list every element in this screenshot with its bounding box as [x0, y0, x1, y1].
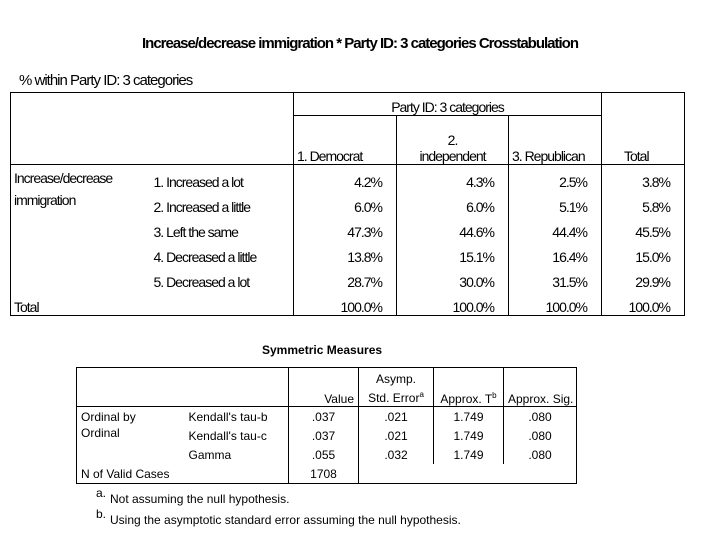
cell-value: 47.3% — [294, 215, 397, 240]
total-header-top — [602, 93, 685, 116]
corner-cell — [151, 93, 294, 116]
total-value: 100.0% — [294, 290, 397, 316]
corner-cell — [151, 116, 294, 165]
cell-value: 44.4% — [509, 215, 602, 240]
row-label: 2. Increased a little — [153, 199, 251, 215]
col-header-independent-num: 2. — [447, 132, 458, 148]
row-label: 3. Left the same — [153, 224, 238, 240]
total-value: 100.0% — [602, 290, 685, 316]
row-label: 5. Decreased a lot — [153, 274, 250, 290]
empty-cell — [359, 464, 434, 484]
percent-within-label: % within Party ID: 3 categories — [19, 72, 193, 89]
col-header-independent — [397, 116, 509, 165]
footnote-b — [96, 507, 461, 527]
corner-cell — [11, 116, 151, 165]
cell-value: 6.0% — [397, 190, 509, 215]
empty-cell — [504, 464, 577, 484]
cell-value: 15.1% — [397, 240, 509, 265]
cell-value: 15.0% — [602, 240, 685, 265]
corner-cell — [77, 368, 185, 407]
measure-sig: .080 — [504, 445, 577, 464]
corner-cell — [11, 93, 151, 116]
row-label: 1. Increased a lot — [151, 165, 294, 191]
measure-ase: .021 — [359, 426, 434, 445]
cell-value: 13.8% — [294, 240, 397, 265]
col-header-democrat: 1. Democrat — [294, 116, 397, 165]
measure-value: .055 — [289, 445, 359, 464]
ordinal-by-text: Ordinal by — [81, 410, 136, 424]
cell-value: 5.1% — [509, 190, 602, 215]
n-valid-cases-label: N of Valid Cases — [77, 464, 289, 484]
col-header-asymp-std-error — [359, 368, 434, 407]
crosstab-title: Increase/decrease immigration * Party ID: 3 categories Crosstabulation — [141, 35, 579, 52]
cell-value: 2.5% — [509, 165, 602, 191]
cell-value: 3.8% — [602, 165, 685, 191]
crosstab-table — [10, 92, 685, 316]
total-row-spacer — [151, 290, 294, 316]
measure-t: 1.749 — [434, 426, 504, 445]
measure-value: .037 — [289, 426, 359, 445]
std-error-label: Std. Error — [368, 391, 420, 405]
cell-value: 6.0% — [294, 190, 397, 215]
col-header-republican: 3. Republican — [509, 116, 602, 165]
ordinal-by-ordinal-label — [77, 407, 185, 465]
footnote-a — [96, 486, 289, 506]
measure-t: 1.749 — [434, 407, 504, 427]
cell-value: 31.5% — [509, 265, 602, 290]
measure-value: .037 — [289, 407, 359, 427]
col-header-approx-t — [434, 368, 504, 407]
measure-sig: .080 — [504, 407, 577, 427]
cell-value: 29.9% — [602, 265, 685, 290]
footnote-b-text: Using the asymptotic standard error assuming the null hypothesis. — [110, 513, 461, 527]
col-header-total: Total — [602, 116, 685, 165]
footnote-b-mark: b. — [96, 507, 107, 521]
footnote-a-text: Not assuming the null hypothesis. — [110, 492, 290, 506]
cell-value: 45.5% — [602, 215, 685, 240]
col-header-value: Value — [289, 368, 359, 407]
cell-value: 30.0% — [397, 265, 509, 290]
row-label: 4. Decreased a little — [153, 249, 257, 265]
row-variable-label — [11, 165, 151, 291]
symmetric-measures-table — [76, 367, 577, 484]
footnote-a-mark: a. — [96, 486, 107, 500]
cell-value: 4.3% — [397, 165, 509, 191]
col-header-approx-sig: Approx. Sig. — [504, 368, 577, 407]
measure-label: Gamma — [185, 445, 289, 464]
total-value: 100.0% — [397, 290, 509, 316]
cell-value: 16.4% — [509, 240, 602, 265]
measure-label: Kendall's tau-b — [185, 407, 289, 427]
measure-ase: .032 — [359, 445, 434, 464]
measure-ase: .021 — [359, 407, 434, 427]
total-value: 100.0% — [509, 290, 602, 316]
approx-t-label: Approx. T — [440, 392, 493, 406]
cell-value: 5.8% — [602, 190, 685, 215]
total-row-label: Total — [11, 290, 151, 316]
footnote-b-marker: b — [492, 391, 497, 400]
measure-t: 1.749 — [434, 445, 504, 464]
n-valid-cases-value: 1708 — [289, 464, 359, 484]
cell-value: 4.2% — [294, 165, 397, 191]
footnote-a-marker: a — [419, 390, 424, 399]
row-variable-line-1: Increase/decrease — [14, 170, 113, 186]
col-header-independent-label: independent — [419, 148, 486, 164]
row-variable-line-2: immigration — [14, 192, 76, 208]
measure-sig: .080 — [504, 426, 577, 445]
cell-value: 28.7% — [294, 265, 397, 290]
party-id-header: Party ID: 3 categories — [294, 93, 602, 116]
asymp-label: Asymp. — [375, 372, 416, 386]
ordinal-text: Ordinal — [81, 426, 120, 440]
symmetric-measures-title: Symmetric Measures — [262, 343, 383, 357]
cell-value: 44.6% — [397, 215, 509, 240]
corner-cell — [185, 368, 289, 407]
measure-label: Kendall's tau-c — [185, 426, 289, 445]
empty-cell — [434, 464, 504, 484]
